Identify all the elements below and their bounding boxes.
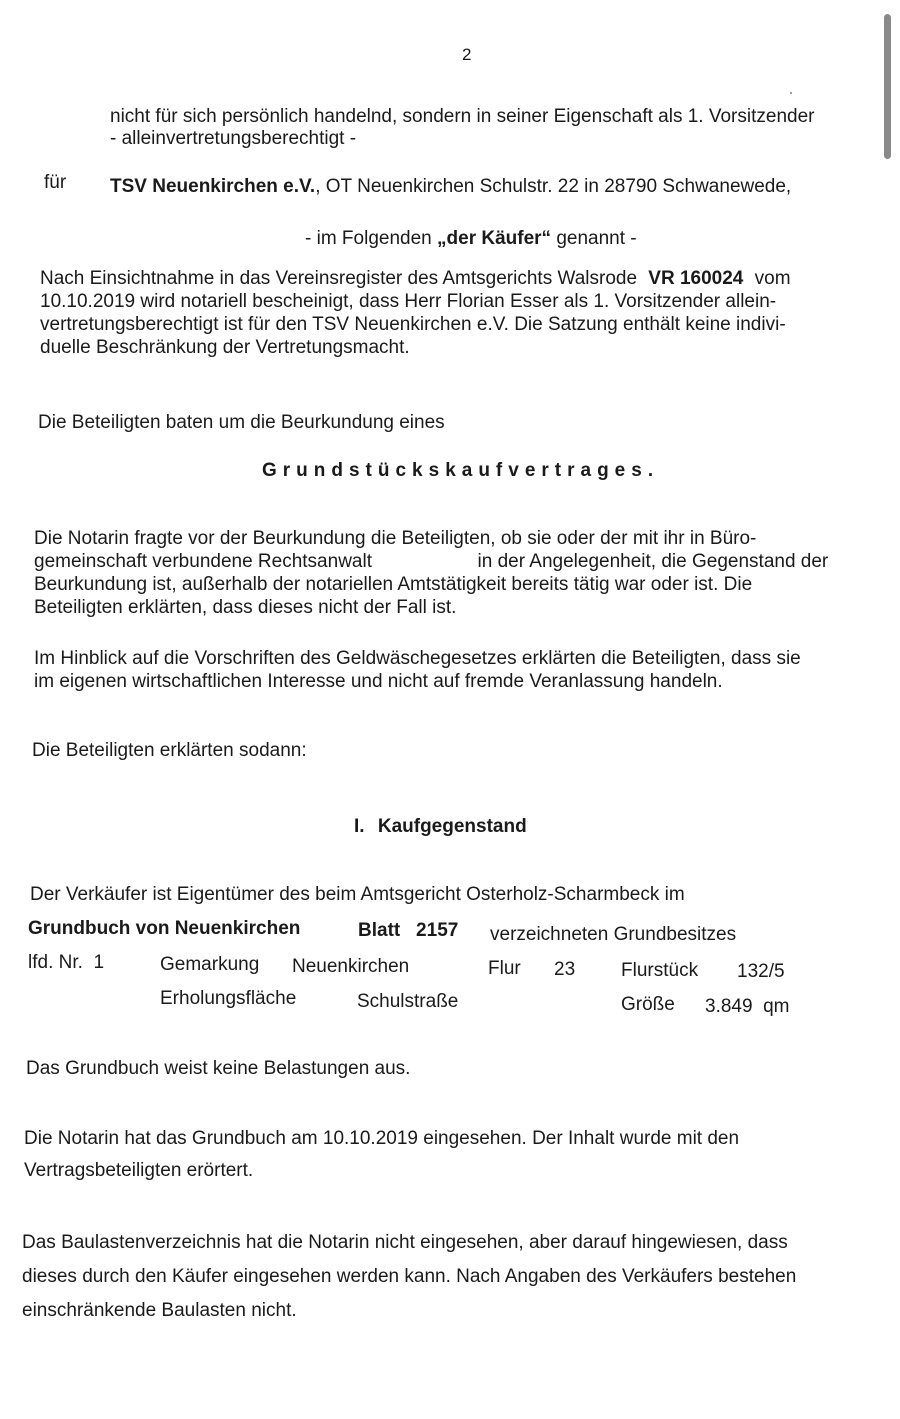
party-role: „der Käufer“ (437, 228, 552, 249)
parcel-flur: 23 (554, 959, 576, 980)
gwg-line-2: im eigenen wirtschaftlichen Interesse und nicht auf fremde Veranlassung handeln. (34, 671, 723, 692)
parcel-gemarkung: Neuenkirchen (292, 956, 410, 977)
baulasten-line-1: Das Baulastenverzeichnis hat die Notarin nicht eingesehen, aber darauf hingewiesen, dass (22, 1232, 788, 1253)
party-role-suffix: genannt - (556, 228, 637, 249)
blatt-number: Blatt 2157 (358, 920, 459, 941)
register-line-2: 10.10.2019 wird notariell bescheinigt, dass Herr Florian Esser als 1. Vorsitzender allein- (40, 291, 777, 312)
register-line-3: vertretungsberechtigt ist für den TSV Neuenkirchen e.V. Die Satzung enthält keine indivi- (40, 314, 786, 335)
section-number: I. (354, 816, 365, 837)
page-number: 2 (462, 45, 472, 64)
intro-line-1: nicht für sich persönlich handelnd, sondern in seiner Eigenschaft als 1. Vorsitzender (110, 106, 815, 127)
gwg-line-1: Im Hinblick auf die Vorschriften des Geldwäschegesetzes erklärten die Beteiligten, dass sie (34, 648, 801, 669)
parcel-flur-label: Flur (488, 958, 521, 979)
party-name: TSV Neuenkirchen e.V. (110, 176, 316, 197)
baulasten-line-2: dieses durch den Käufer eingesehen werden kann. Nach Angaben des Verkäufers bestehen (22, 1266, 797, 1287)
register-line-1-post: vom (754, 268, 791, 289)
request-text: Die Beteiligten baten um die Beurkundung eines (38, 412, 445, 433)
register-line-1-pre: Nach Einsichtnahme in das Vereinsregister des Amtsgerichts Walsrode (40, 268, 638, 289)
party-line (110, 176, 791, 198)
prior-line-1: Die Notarin fragte vor der Beurkundung die Beteiligten, ob sie oder der mit ihr in Büro- (34, 528, 757, 549)
register-line-1 (40, 268, 791, 290)
prior-line-2 (34, 551, 828, 573)
parcel-flurstueck-label: Flurstück (621, 960, 699, 981)
prior-line-2a: gemeinschaft verbundene Rechtsanwalt (34, 551, 372, 572)
party-fuer: für (44, 172, 67, 193)
declaration-text: Die Beteiligten erklärten sodann: (32, 740, 307, 761)
parcel-lfd-nr: lfd. Nr. 1 (28, 952, 105, 973)
inspection-line-2: Vertragsbeteiligten erörtert. (24, 1160, 254, 1181)
intro-line-2: - alleinvertretungsberechtigt - (110, 128, 357, 149)
ownership-line-1: Der Verkäufer ist Eigentümer des beim Amtsgericht Osterholz-Scharmbeck im (30, 884, 685, 905)
inspection-line-1: Die Notarin hat das Grundbuch am 10.10.2019 eingesehen. Der Inhalt wurde mit den (24, 1128, 740, 1149)
party-role-prefix: - im Folgenden (305, 228, 432, 249)
baulasten-line-3: einschränkende Baulasten nicht. (22, 1300, 297, 1321)
party-role-line (305, 228, 637, 250)
section-title: Kaufgegenstand (377, 816, 527, 837)
encumbrances-text: Das Grundbuch weist keine Belastungen aus. (26, 1058, 411, 1079)
contract-title: Grundstückskaufvertrages. (262, 460, 660, 481)
register-vr-number: VR 160024 (648, 268, 744, 289)
section-heading (354, 816, 527, 838)
scrollbar[interactable] (884, 14, 891, 159)
party-address: , OT Neuenkirchen Schulstr. 22 in 28790 Schwanewede, (315, 176, 792, 197)
grundbuch-name: Grundbuch von Neuenkirchen (28, 918, 301, 939)
parcel-size-label: Größe (621, 994, 675, 1015)
ownership-line-2-post: verzeichneten Grundbesitzes (490, 924, 737, 945)
parcel-street: Schulstraße (357, 991, 459, 1012)
prior-line-3: Beurkundung ist, außerhalb der notariellen Amtstätigkeit bereits tätig war oder ist. Die (34, 574, 753, 595)
register-line-4: duelle Beschränkung der Vertretungsmacht. (40, 337, 410, 358)
parcel-size: 3.849 qm (705, 996, 790, 1017)
parcel-use: Erholungsfläche (160, 988, 297, 1009)
parcel-gemarkung-label: Gemarkung (160, 954, 260, 975)
prior-line-4: Beteiligten erklärten, dass dieses nicht der Fall ist. (34, 597, 457, 618)
prior-line-2b: in der Angelegenheit, die Gegenstand der (477, 551, 829, 572)
parcel-flurstueck: 132/5 (737, 961, 785, 982)
scan-speck (790, 92, 792, 94)
